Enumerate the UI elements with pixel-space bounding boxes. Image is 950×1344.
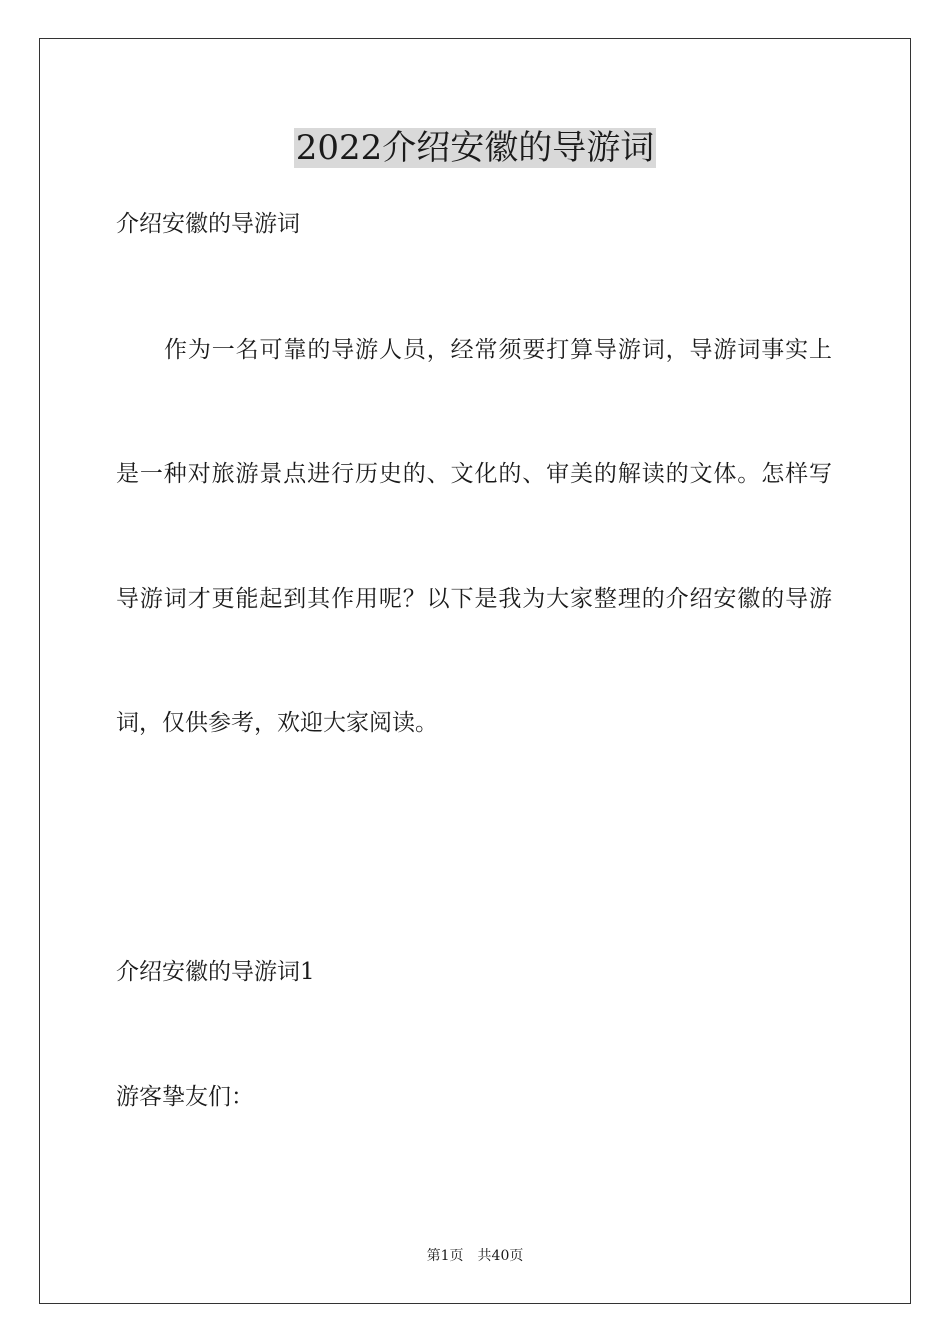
page-total: 共40页 (477, 1248, 524, 1264)
document-title (0, 126, 950, 170)
greeting-line: 游客挚友们： (116, 1084, 254, 1110)
page-footer (0, 1247, 950, 1265)
intro-paragraph-line-3: 导游词才更能起到其作用呢？以下是我为大家整理的介绍安徽的导游 (116, 586, 832, 612)
intro-paragraph-line-1: 作为一名可靠的导游人员，经常须要打算导游词，导游词事实上 (164, 337, 832, 363)
intro-paragraph-line-4: 词，仅供参考，欢迎大家阅读。 (116, 710, 438, 736)
document-subtitle: 介绍安徽的导游词 (116, 211, 300, 237)
section-heading: 介绍安徽的导游词1 (116, 959, 315, 985)
page-number: 第1页 (426, 1248, 464, 1264)
intro-paragraph-line-2: 是一种对旅游景点进行历史的、文化的、审美的解读的文体。怎样写 (116, 461, 832, 487)
document-title-text: 2022介绍安徽的导游词 (295, 128, 655, 168)
